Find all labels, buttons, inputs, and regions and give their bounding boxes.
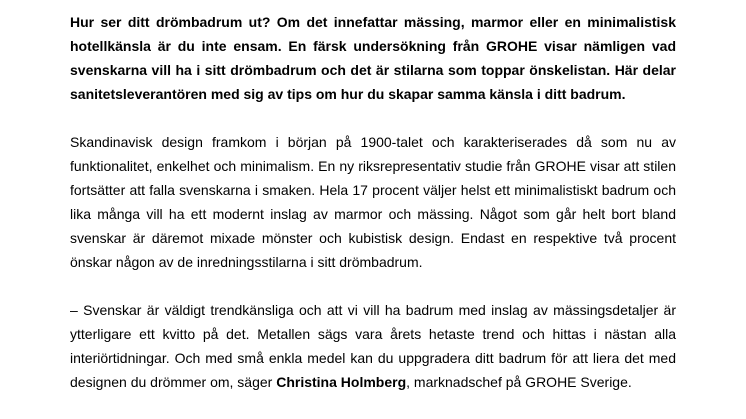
quote-text: – Svenskar är väldigt trendkänsliga och att vi vill ha badrum med inslag av mässingsdetaljer är ytterligare ett kvitto på det. Metallen sägs vara årets hetaste trend och hittas i nästan alla interiörtidningar. Och med små enkla medel kan du uppgradera ditt badrum för att liera det med designen du drömmer om, säger xyxy=(70,302,676,390)
quote-speaker-name: Christina Holmberg xyxy=(276,374,407,390)
document-body xyxy=(70,10,676,394)
body-paragraph-scandinavian-design: Skandinavisk design framkom i början på 1900-talet och karakteriserades då som nu av funktionalitet, enkelhet och minimalism. En ny riksrepresentativ studie från GROHE visar att stilen fortsätter att falla svenskarna i smaken. Hela 17 procent väljer helst ett minimalistiskt badrum och lika många vill ha ett modernt inslag av marmor och mässing. Något som går helt bort bland svenskar är däremot mixade mönster och kubistisk design. Endast en respektive två procent önskar någon av de inredningsstilarna i sitt drömbadrum. xyxy=(70,134,676,270)
quote-paragraph xyxy=(70,298,676,394)
lead-paragraph: Hur ser ditt drömbadrum ut? Om det innefattar mässing, marmor eller en minimalistisk hotellkänsla är du inte ensam. En färsk undersökning från GROHE visar nämligen vad svenskarna vill ha i sitt drömbadrum och det är stilarna som toppar önskelistan. Här delar sanitetsleverantören med sig av tips om hur du skapar samma känsla i ditt badrum. xyxy=(70,14,676,102)
quote-speaker-title: , marknadschef på GROHE Sverige. xyxy=(406,374,632,390)
